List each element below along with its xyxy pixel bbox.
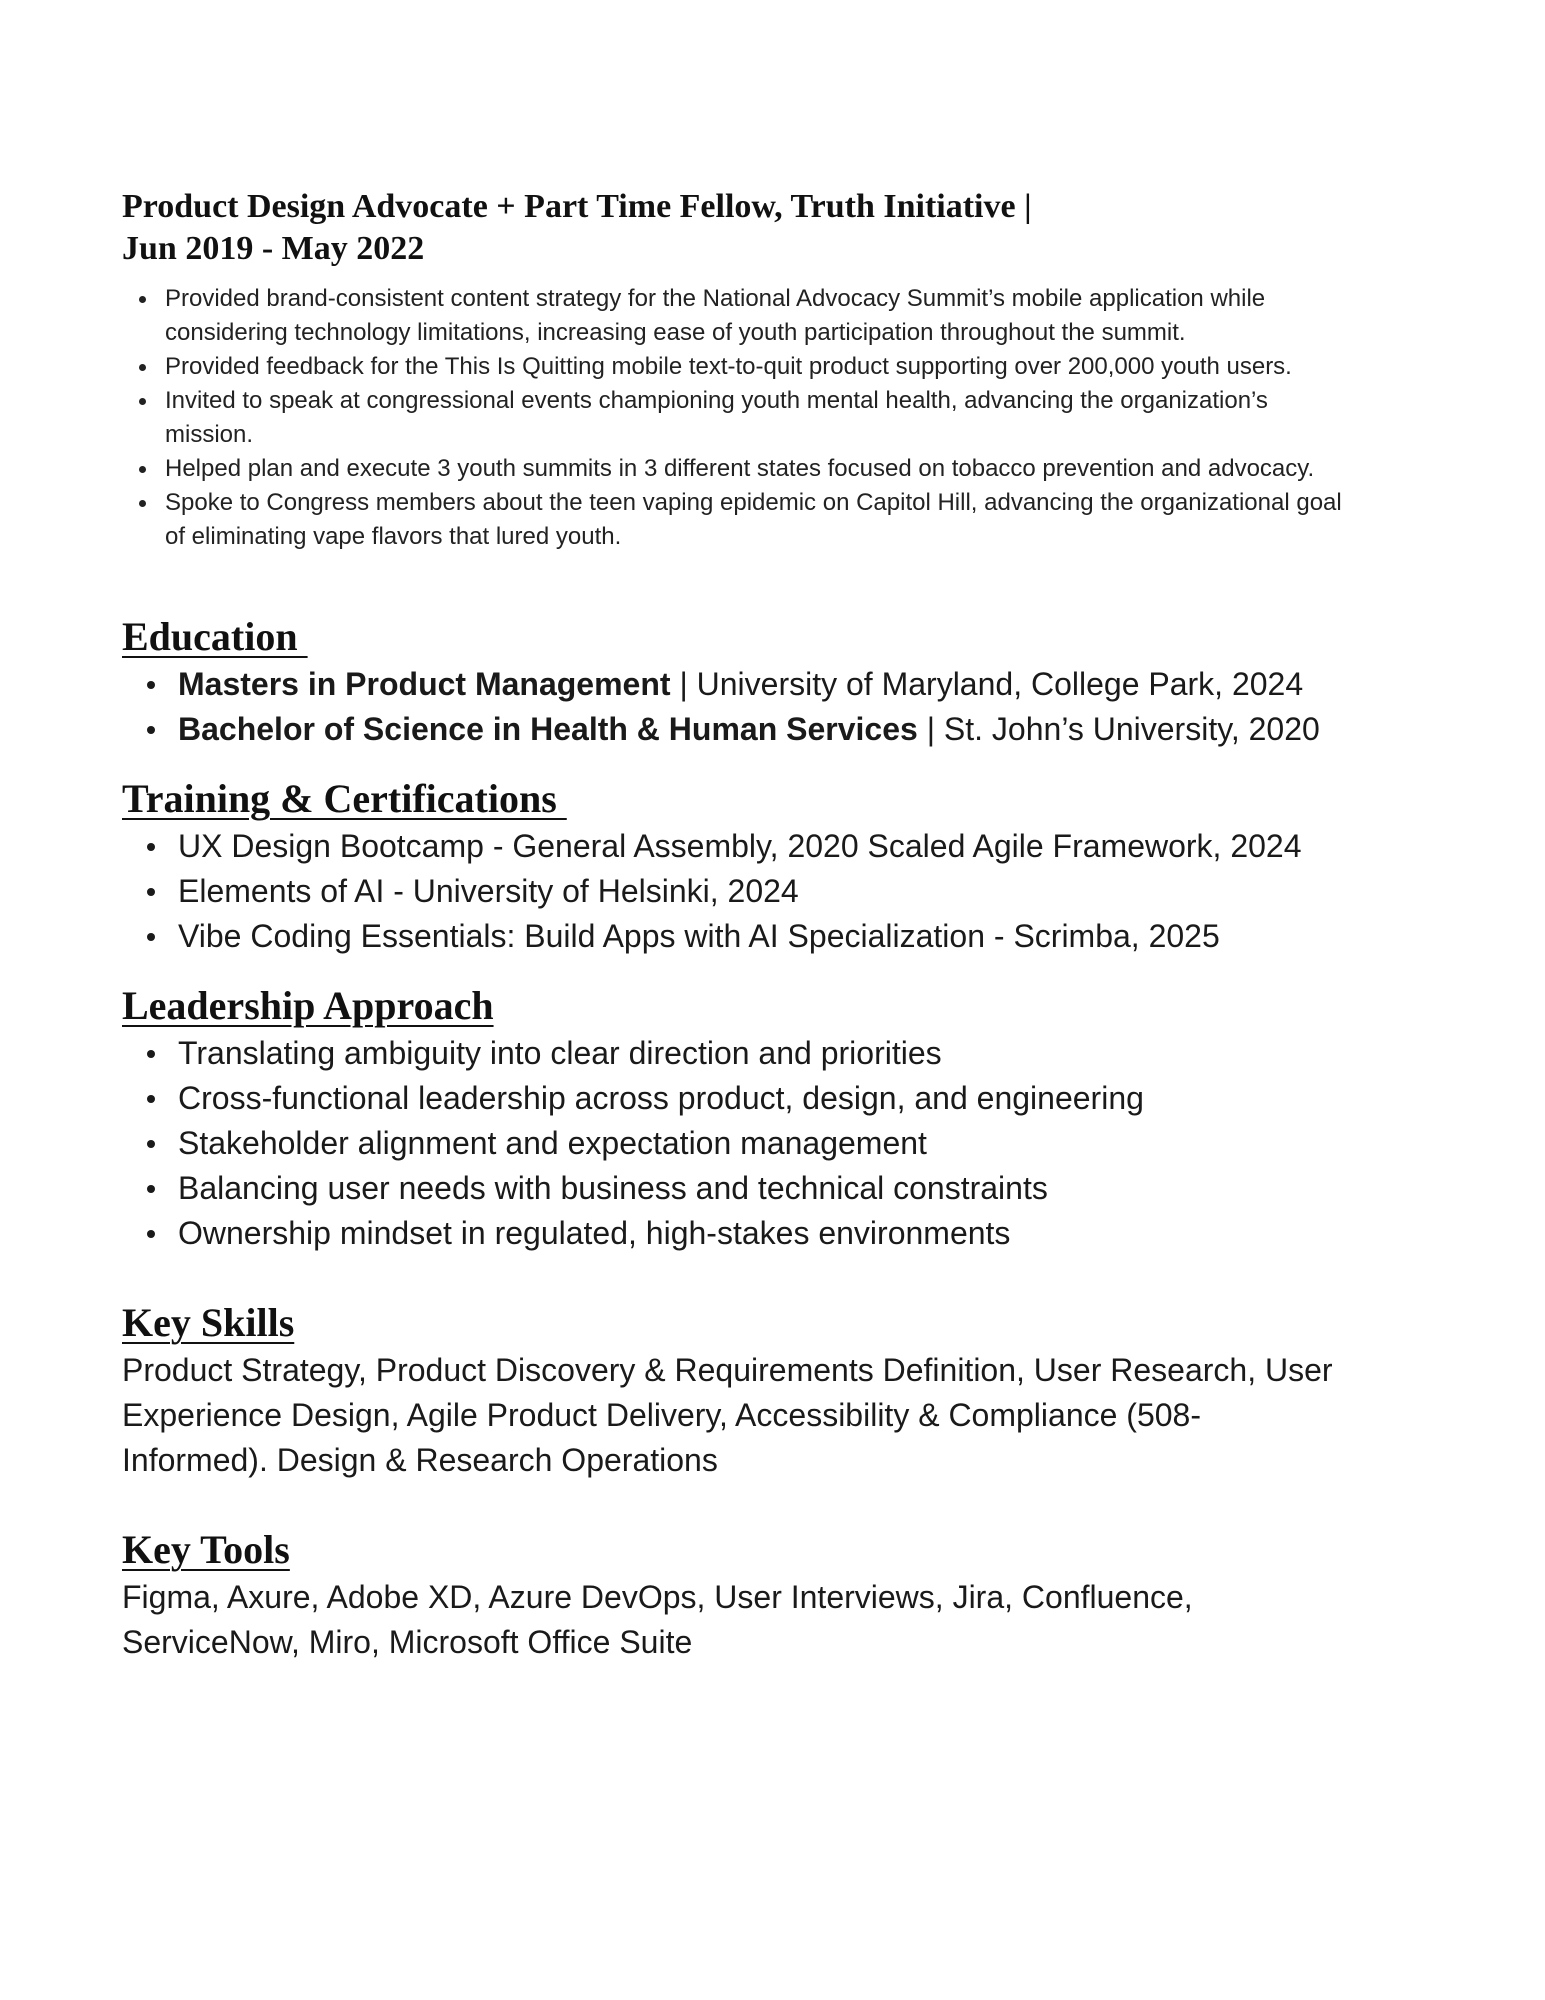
leadership-item: Cross-functional leadership across product, design, and engineering [122,1076,1446,1121]
education-section [122,614,1422,752]
education-heading: Education [122,614,308,659]
job-title-dates: Jun 2019 - May 2022 [122,230,425,267]
leadership-heading: Leadership Approach [122,983,494,1028]
leadership-item: Translating ambiguity into clear direction and priorities [122,1031,1446,1076]
skills-text: Product Strategy, Product Discovery & Requirements Definition, User Research, User Experience Design, Agile Product Delivery, Accessibility & Compliance (508-Informed). Design & Research Operations [122,1352,1333,1478]
job-bullet: Provided brand-consistent content strategy for the National Advocacy Summit’s mobile application while considering technology limitations, increasing ease of youth participation throughout the summit. [122,282,1352,350]
job-title [122,186,1422,270]
resume-page [122,186,1422,1665]
job-title-role: Product Design Advocate + Part Time Fellow, Truth Initiative | [122,188,1032,225]
education-school: | St. John’s University, 2020 [917,711,1320,747]
skills-heading: Key Skills [122,1300,295,1345]
training-heading: Training & Certifications [122,776,567,821]
tools-heading: Key Tools [122,1527,290,1572]
training-item: UX Design Bootcamp - General Assembly, 2020 Scaled Agile Framework, 2024 [122,824,1446,869]
education-list [122,662,1422,752]
training-list [122,824,1422,959]
leadership-item: Stakeholder alignment and expectation management [122,1121,1446,1166]
job-bullet: Helped plan and execute 3 youth summits in 3 different states focused on tobacco prevention and advocacy. [122,452,1352,486]
job-bullet-list [122,282,1352,554]
tools-text: Figma, Axure, Adobe XD, Azure DevOps, User Interviews, Jira, Confluence, ServiceNow, Miro, Microsoft Office Suite [122,1579,1193,1660]
job-bullet: Invited to speak at congressional events championing youth mental health, advancing the organization’s mission. [122,384,1352,452]
skills-section [122,1300,1422,1483]
training-section [122,776,1422,959]
training-item: Elements of AI - University of Helsinki, 2024 [122,869,1446,914]
leadership-list [122,1031,1422,1256]
job-bullet: Provided feedback for the This Is Quitting mobile text-to-quit product supporting over 200,000 youth users. [122,350,1352,384]
leadership-item: Ownership mindset in regulated, high-stakes environments [122,1211,1446,1256]
job-bullet: Spoke to Congress members about the teen vaping epidemic on Capitol Hill, advancing the organizational goal of eliminating vape flavors that lured youth. [122,486,1352,554]
leadership-item: Balancing user needs with business and technical constraints [122,1166,1446,1211]
job-entry [122,186,1422,554]
education-degree: Bachelor of Science in Health & Human Services [178,711,918,747]
education-item [122,707,1446,752]
education-school: | University of Maryland, College Park, 2024 [670,666,1304,702]
tools-section [122,1527,1422,1665]
education-item [122,662,1446,707]
education-degree: Masters in Product Management [178,666,671,702]
training-item: Vibe Coding Essentials: Build Apps with AI Specialization - Scrimba, 2025 [122,914,1446,959]
leadership-section [122,983,1422,1256]
